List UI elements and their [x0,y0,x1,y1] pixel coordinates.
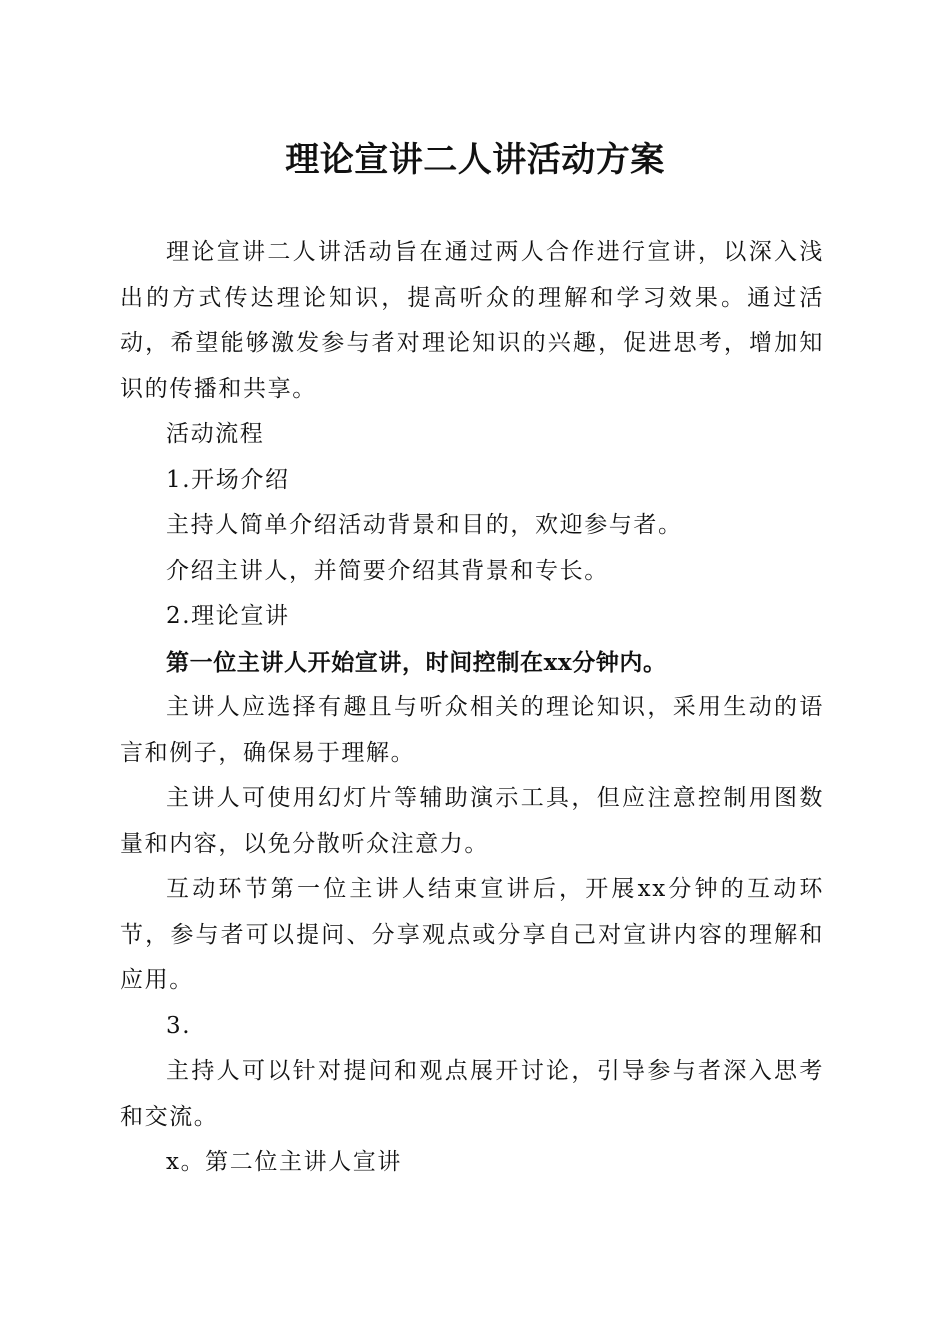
step-heading-opening: 1.开场介绍 [166,466,290,493]
paragraph: 介绍主讲人，并简要介绍其背景和专长。 [166,557,609,584]
intro-paragraph: 理论宣讲二人讲活动旨在通过两人合作进行宣讲，以深入浅出的方式传达理论知识，提高听众的理解和学习效果。通过活动，希望能够激发参与者对理论知识的兴趣，促进思考，增加知识的传播和共享。 [120,239,824,402]
bold-paragraph: 第一位主讲人开始宣讲，时间控制在xx分钟内。 [166,648,667,676]
document-body [120,230,824,1186]
paragraph: 主讲人应选择有趣且与听众相关的理论知识，采用生动的语言和例子，确保易于理解。 [120,694,824,766]
paragraph: x。第二位主讲人宣讲 [166,1149,402,1175]
paragraph: 主持人简单介绍活动背景和目的，欢迎参与者。 [166,512,683,538]
section-heading-process: 活动流程 [166,421,265,447]
document-title: 理论宣讲二人讲活动方案 [285,140,665,180]
step-heading-three: 3. [166,1012,192,1039]
step-heading-lecture: 2.理论宣讲 [166,603,290,629]
paragraph: 互动环节第一位主讲人结束宣讲后，开展xx分钟的互动环节，参与者可以提问、分享观点或分享自己对宣讲内容的理解和应用。 [120,876,824,993]
paragraph: 主讲人可使用幻灯片等辅助演示工具，但应注意控制用图数量和内容，以免分散听众注意力。 [120,785,824,857]
paragraph: 主持人可以针对提问和观点展开讨论，引导参与者深入思考和交流。 [120,1058,824,1130]
